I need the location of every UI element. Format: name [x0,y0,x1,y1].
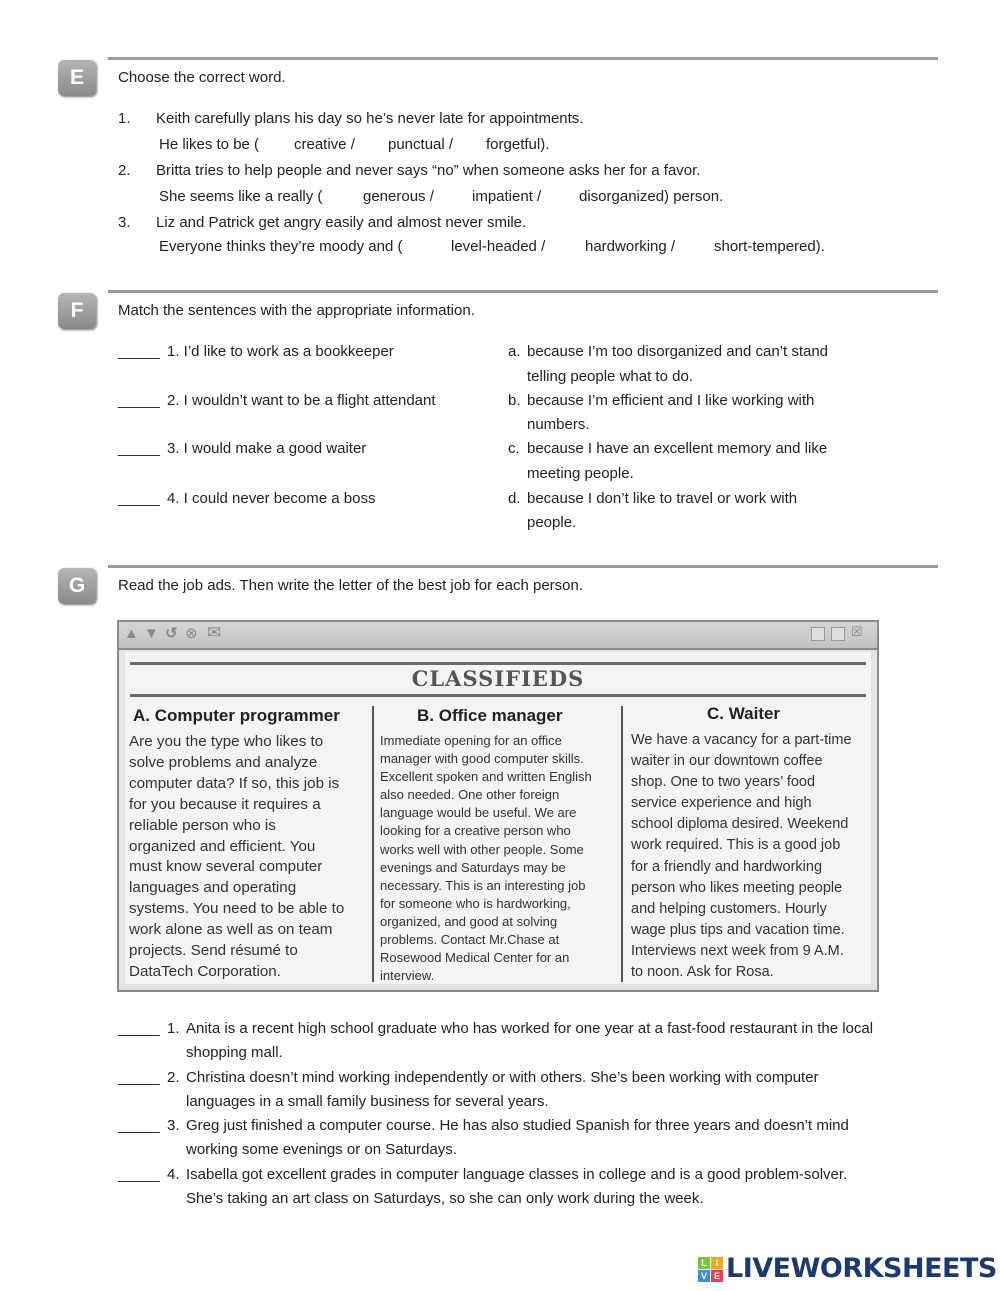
e-item-1-num: 1. [118,110,131,127]
section-g-badge: G [58,568,96,604]
column-divider [621,706,623,982]
f-right-a-letter: a. [508,343,521,360]
logo-tile-v: V [698,1270,710,1282]
section-g-instruction: Read the job ads. Then write the letter of the best job for each person. [118,577,584,594]
e-item-1-option-1[interactable]: creative / [294,136,355,153]
f-right-b-line1: because I’m efficient and I like working with [527,392,815,409]
classifieds-title: CLASSIFIEDS [411,666,585,691]
e-item-2-option-1[interactable]: generous / [363,188,434,205]
g-question-1-line1: Anita is a recent high school graduate who has worked for one year at a fast-food restaurant in the local [186,1020,874,1037]
f-right-d-letter: d. [508,490,521,507]
f-right-b-line2: numbers. [527,416,590,433]
liveworksheets-logo-text: LIVEWORKSHEETS [726,1253,997,1284]
e-item-3-num: 3. [118,214,131,231]
up-arrow-icon: ▲ [124,625,139,642]
g-question-2-line2: languages in a small family business for several years. [186,1093,549,1110]
f-right-c-line2: meeting people. [527,465,634,482]
down-arrow-icon: ▼ [144,625,159,642]
e-item-2-option-2[interactable]: impatient / [472,188,542,205]
f-right-a-line1: because I’m too disorganized and can’t stand [527,343,829,360]
section-f-badge: F [58,293,96,329]
liveworksheets-logo-icon [698,1257,724,1283]
g-question-4-blank[interactable]: _____ [118,1166,160,1183]
f-left-3-blank[interactable]: _____ [118,440,160,457]
close-icon: ☒ [851,624,863,639]
close-circle-icon: ⊗ [185,625,198,642]
e-item-1-option-2[interactable]: punctual / [388,136,454,153]
ad-b-body: Immediate opening for an office manager with good computer skills. Excellent spoken and written English also needed. One other foreign language would be useful. We are looking for a creative person who works well with other people. Some evenings and Saturdays may be necessary. This is an interesting job for someone who is hardworking, organized, and good at solving problems. Contact Mr.Chase at Rosewood Medical Center for an interview. [380,733,592,984]
g-question-3-blank[interactable]: _____ [118,1117,160,1134]
e-item-2-prompt: She seems like a really ( [159,188,323,205]
section-e-instruction: Choose the correct word. [118,69,286,86]
g-question-1-line2: shopping mall. [186,1044,283,1061]
f-right-c-letter: c. [508,440,520,457]
e-item-3-option-1[interactable]: level-headed / [451,238,546,255]
undo-icon: ↺ [165,625,178,642]
e-item-2-option-3[interactable]: disorganized) person. [579,188,724,205]
g-question-2-num: 2. [167,1069,180,1086]
g-question-3-line2: working some evenings or on Saturdays. [186,1141,457,1158]
minimize-icon [811,627,825,641]
f-right-d-line1: because I don’t like to travel or work with [527,490,798,507]
section-e-badge: E [58,60,96,96]
logo-tile-l: L [698,1257,710,1269]
f-right-a-line2: telling people what to do. [527,368,693,385]
classifieds-toolbar [119,622,877,650]
classifieds-window [117,620,879,992]
section-f-instruction: Match the sentences with the appropriate information. [118,302,475,319]
f-left-3-text: 3. I would make a good waiter [167,440,367,457]
ad-a-body: Are you the type who likes to solve problems and analyze computer data? If so, this job is for you because it requires a reliable person who is organized and efficient. You must know several computer languages and operating systems. You need to be able to work alone as well as on team projects. Send résumé to DataTech Corporation. [129,733,345,980]
section-e-rule [108,57,938,60]
section-g-rule [108,565,938,568]
e-item-1-sentence: Keith carefully plans his day so he’s never late for appointments. [156,110,584,127]
ad-b-title: B. Office manager [417,706,563,725]
e-item-3-prompt: Everyone thinks they’re moody and ( [159,238,403,255]
ad-c-title: C. Waiter [707,704,781,723]
f-left-4-text: 4. I could never become a boss [167,490,376,507]
g-question-3-line1: Greg just finished a computer course. He has also studied Spanish for three years and doesn’t mind [186,1117,849,1134]
g-question-4-line2: She’s taking an art class on Saturdays, so she can only work during the week. [186,1190,704,1207]
f-left-4-blank[interactable]: _____ [118,490,160,507]
f-right-d-line2: people. [527,514,577,531]
g-question-1-blank[interactable]: _____ [118,1020,160,1037]
ad-c-body: We have a vacancy for a part-time waiter in our downtown coffee shop. One to two years’ food service experience and high school diploma desired. Weekend work required. This is a good job for a friendly and hardworking person who likes meeting people and helping customers. Hourly wage plus tips and vacation time. Interviews next week from 9 A.M. to noon. Ask for Rosa. [631,732,852,981]
g-question-2-blank[interactable]: _____ [118,1069,160,1086]
g-question-4-line1: Isabella got excellent grades in computer language classes in college and is a good problem-solver. [186,1166,848,1183]
e-item-3-sentence: Liz and Patrick get angry easily and almost never smile. [156,214,527,231]
logo-tile-i: I [711,1257,723,1269]
g-question-4-num: 4. [167,1166,180,1183]
e-item-3-option-3[interactable]: short-tempered). [714,238,825,255]
g-question-1-num: 1. [167,1020,180,1037]
column-divider [372,706,374,982]
e-item-2-sentence: Britta tries to help people and never says “no” when someone asks her for a favor. [156,162,701,179]
f-right-b-letter: b. [508,392,521,409]
g-question-2-line1: Christina doesn’t mind working independently or with others. She’s been working with computer [186,1069,819,1086]
e-item-1-option-3[interactable]: forgetful). [486,136,550,153]
f-left-1-blank[interactable]: _____ [118,343,160,360]
f-left-2-text: 2. I wouldn’t want to be a flight attendant [167,392,436,409]
classifieds-bottom-rule [130,694,866,697]
classifieds-top-rule [130,662,866,665]
f-right-c-line1: because I have an excellent memory and like [527,440,828,457]
ad-a-title: A. Computer programmer [133,706,340,725]
e-item-3-option-2[interactable]: hardworking / [585,238,676,255]
maximize-icon [831,627,845,641]
mail-icon: ✉ [207,623,222,642]
g-question-3-num: 3. [167,1117,180,1134]
section-f-rule [108,290,938,293]
e-item-1-prompt: He likes to be ( [159,136,260,153]
logo-tile-e: E [711,1270,723,1282]
classifieds-paper [125,652,871,984]
f-left-1-text: 1. I’d like to work as a bookkeeper [167,343,394,360]
f-left-2-blank[interactable]: _____ [118,392,160,409]
e-item-2-num: 2. [118,162,131,179]
